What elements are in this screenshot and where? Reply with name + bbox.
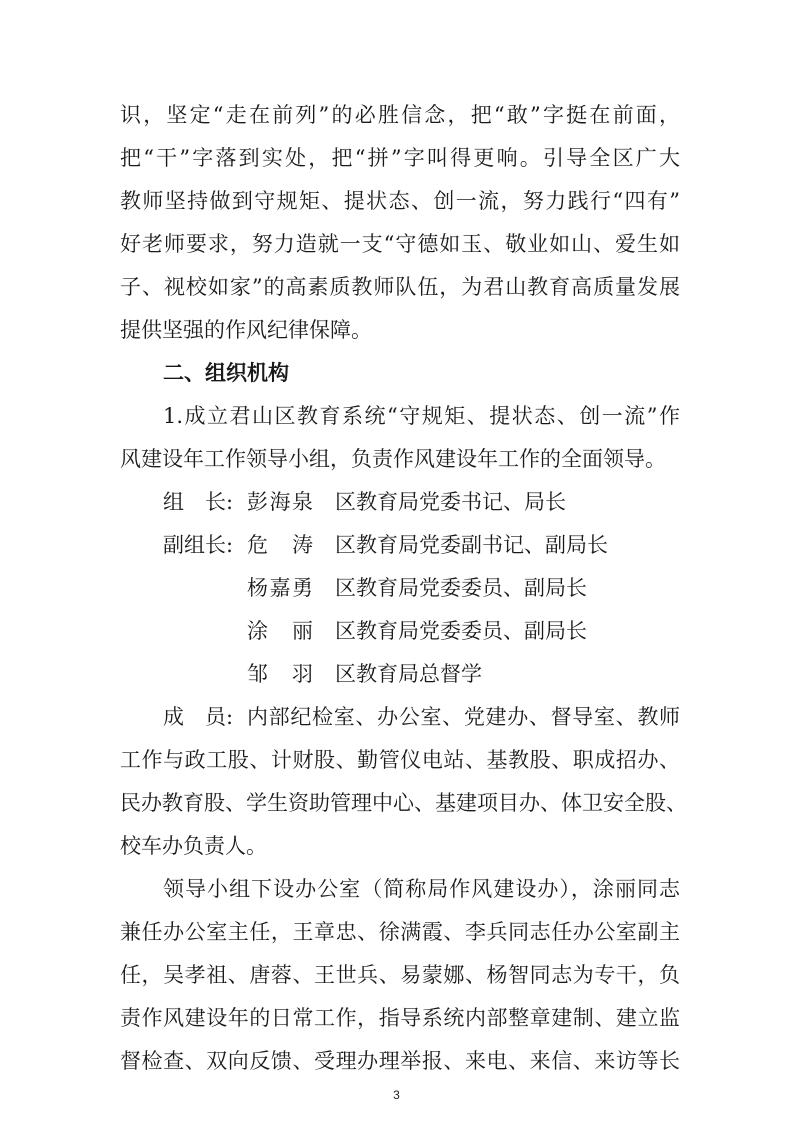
deputy-name: 涂 丽 — [247, 619, 313, 643]
deputy-title: 区教育局党委委员、副局长 — [335, 619, 587, 643]
paragraph-line: 领导小组下设办公室（简称局作风建设办），涂丽同志 — [163, 877, 680, 901]
paragraph-line: 任，吴孝祖、唐蓉、王世兵、易蒙娜、杨智同志为专干，负 — [120, 963, 680, 987]
paragraph-line: 校车办负责人。 — [120, 834, 267, 858]
paragraph-line: 识，坚定“走在前列”的必胜信念，把“敢”字挺在前面， — [120, 103, 680, 127]
page-number: 3 — [393, 1088, 400, 1102]
deputy-name: 邹 羽 — [247, 662, 313, 686]
paragraph-line: 提供坚强的作风纪律保障。 — [120, 318, 372, 342]
deputy-name: 杨嘉勇 — [247, 576, 313, 600]
leader-name: 彭海泉 — [247, 490, 313, 514]
leader-label: 组 长: — [163, 490, 234, 514]
paragraph-line: 好老师要求，努力造就一支“守德如玉、敬业如山、爱生如 — [120, 232, 680, 256]
paragraph-line: 兼任办公室主任，王章忠、徐满霞、李兵同志任办公室副主 — [120, 920, 680, 944]
deputy-name: 危 涛 — [247, 533, 313, 557]
section-heading: 二、组织机构 — [163, 361, 289, 385]
paragraph-line: 1.成立君山区教育系统“守规矩、提状态、创一流”作 — [163, 404, 680, 428]
members-first-line: 内部纪检室、办公室、党建办、督导室、教师 — [247, 705, 680, 729]
paragraph-line: 把“干”字落到实处，把“拼”字叫得更响。引导全区广大 — [120, 146, 680, 170]
paragraph-line: 责作风建设年的日常工作，指导系统内部整章建制、建立监 — [120, 1006, 680, 1030]
paragraph-line: 民办教育股、学生资助管理中心、基建项目办、体卫安全股、 — [120, 791, 687, 815]
paragraph-line: 风建设年工作领导小组，负责作风建设年工作的全面领导。 — [120, 447, 666, 471]
deputy-title: 区教育局总督学 — [335, 662, 482, 686]
members-label: 成 员: — [163, 705, 234, 729]
paragraph-line: 工作与政工股、计财股、勤管仪电站、基教股、职成招办、 — [120, 748, 680, 772]
deputy-label: 副组长: — [163, 533, 234, 557]
paragraph-line: 教师坚持做到守规矩、提状态、创一流，努力践行“四有” — [120, 189, 680, 213]
paragraph-line: 子、视校如家”的高素质教师队伍，为君山教育高质量发展 — [120, 275, 680, 299]
leader-title: 区教育局党委书记、局长 — [335, 490, 566, 514]
paragraph-line: 督检查、双向反馈、受理办理举报、来电、来信、来访等长 — [120, 1049, 680, 1073]
deputy-title: 区教育局党委副书记、副局长 — [335, 533, 608, 557]
deputy-title: 区教育局党委委员、副局长 — [335, 576, 587, 600]
